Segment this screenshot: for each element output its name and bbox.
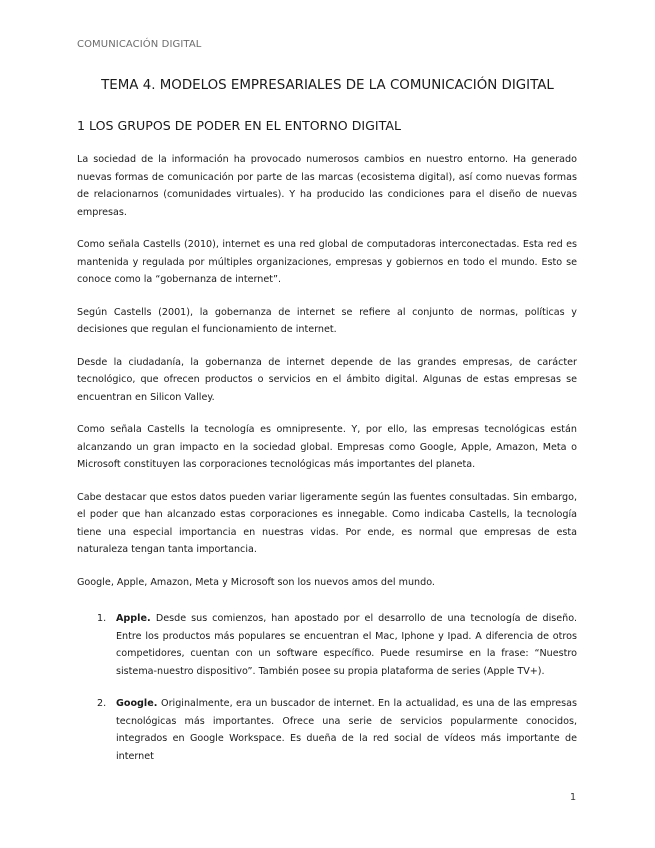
- company-list: [77, 610, 577, 765]
- list-item-title: Google.: [116, 698, 162, 709]
- paragraph: Desde la ciudadanía, la gobernanza de internet depende de las grandes empresas, de carácter tecnológico, que ofrecen productos o servicios en el ámbito digital. Algunas de estas empresas se encuentran en Silicon Valley.: [77, 356, 577, 403]
- list-item-number: 1.: [97, 613, 107, 624]
- document-body: [77, 151, 577, 780]
- page-number: 1: [570, 792, 577, 803]
- paragraph: Google, Apple, Amazon, Meta y Microsoft son los nuevos amos del mundo.: [77, 576, 435, 588]
- paragraph: Cabe destacar que estos datos pueden variar ligeramente según las fuentes consultadas. Sin embargo, el poder que han alcanzado estas corporaciones es innegable. Como indicaba Castells, la tecnología tiene una especial importancia en nuestras vidas. Por ende, es normal que empresas de esta naturaleza tengan tanta importancia.: [77, 491, 577, 555]
- paragraph: Según Castells (2001), la gobernanza de internet se refiere al conjunto de normas, políticas y decisiones que regulan el funcionamiento de internet.: [77, 306, 577, 335]
- list-item: [77, 610, 577, 680]
- list-item: [77, 695, 577, 765]
- list-item-text: Desde sus comienzos, han apostado por el desarrollo de una tecnología de diseño. Entre los productos más populares se encuentran el Mac, Iphone y Ipad. A diferencia de otros competidores, cuentan con un software específico. Puede resumirse en la frase: “Nuestro sistema-nuestro dispositivo”. También posee su propia plataforma de series (Apple TV+).: [116, 613, 577, 677]
- paragraph: La sociedad de la información ha provocado numerosos cambios en nuestro entorno. Ha generado nuevas formas de comunicación por parte de las marcas (ecosistema digital), así como nuevas formas de relacionarnos (comunidades virtuales). Y ha producido las condiciones para el diseño de nuevas empresas.: [77, 154, 577, 218]
- paragraph: Como señala Castells la tecnología es omnipresente. Y, por ello, las empresas tecnológicas están alcanzando un gran impacto en la sociedad global. Empresas como Google, Apple, Amazon, Meta o Microsoft constituyen las corporaciones tecnológicas más importantes del planeta.: [77, 424, 577, 470]
- section-heading: 1 LOS GRUPOS DE PODER EN EL ENTORNO DIGITAL: [77, 118, 401, 133]
- paragraph: Como señala Castells (2010), internet es una red global de computadoras interconectadas. Esta red es mantenida y regulada por múltiples organizaciones, empresas y gobiernos en todo el mundo. Esto se conoce como la “gobernanza de internet”.: [77, 239, 577, 285]
- document-title: TEMA 4. MODELOS EMPRESARIALES DE LA COMUNICACIÓN DIGITAL: [101, 78, 554, 93]
- list-item-title: Apple.: [116, 613, 156, 624]
- list-item-number: 2.: [97, 698, 107, 709]
- list-item-text: Originalmente, era un buscador de internet. En la actualidad, es una de las empresas tecnológicas más importantes. Ofrece una serie de servicios popularmente conocidos, integrados en Google Workspace. Es dueña de la red social de vídeos más importante de internet: [116, 698, 577, 762]
- running-header: COMUNICACIÓN DIGITAL: [77, 39, 202, 50]
